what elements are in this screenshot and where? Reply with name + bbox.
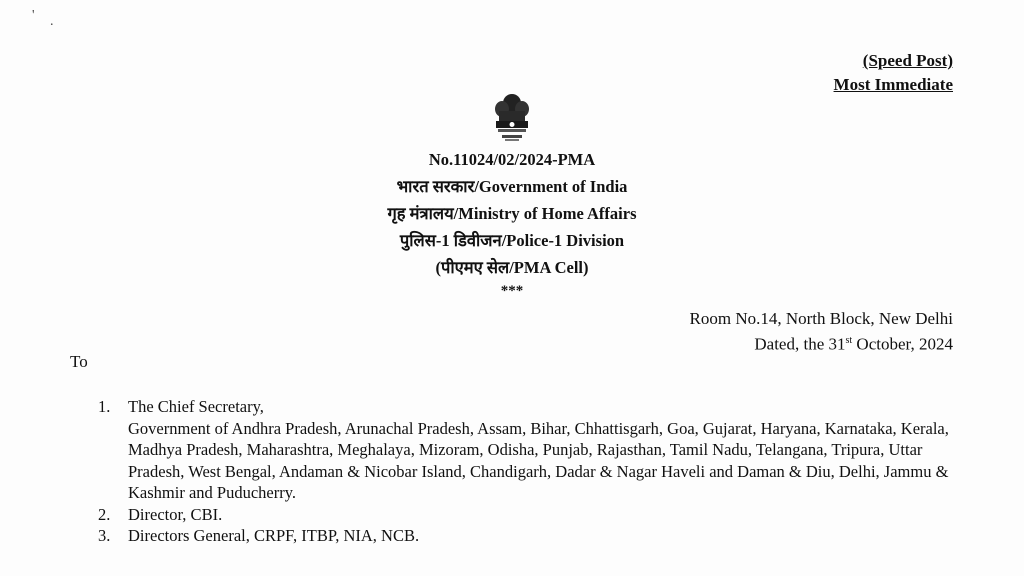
government-line: भारत सरकार/Government of India [396, 177, 628, 196]
list-number: 3. [98, 526, 111, 545]
list-item [98, 504, 958, 526]
office-block [332, 146, 692, 281]
addressee-list [98, 396, 958, 547]
date-line: Dated, the 31st October, 2024 [754, 334, 953, 354]
list-number: 2. [98, 504, 111, 524]
addressee-detail: Government of Andhra Pradesh, Arunachal Pradesh, Assam, Bihar, Chhattisgarh, Goa, Gujarat, Haryana, Karnataka, Kerala, Madhya Pradesh, Maharashtra, Meghalaya, Mizoram, Odisha, Punjab, Rajasthan, Tamil Nadu, Telangana, Tripura, Uttar Pradesh, West Bengal, Andaman & Nicobar Island, Chandigarh, Dadar & Nagar Haveli and Daman & Diu, Delhi, Jammu & Kashmir and Puducherry. [128, 418, 949, 502]
place-date-block [690, 308, 953, 356]
scan-speck: ' [32, 8, 35, 23]
addressee-title: Directors General, CRPF, ITBP, NIA, NCB. [128, 526, 420, 545]
office-address: Room No.14, North Block, New Delhi [689, 309, 953, 328]
ashoka-emblem-icon [490, 93, 534, 143]
speed-post-label: (Speed Post) [862, 51, 953, 70]
addressee-title: Director, CBI. [128, 504, 223, 524]
scan-speck: . [50, 14, 54, 29]
division-line: पुलिस-1 डिवीजन/Police-1 Division [399, 231, 625, 250]
priority-header [834, 49, 953, 97]
to-label: To [70, 352, 88, 371]
addressee-title: The Chief Secretary, [128, 397, 264, 416]
list-item [98, 396, 958, 504]
file-number: No.11024/02/2024-PMA [428, 150, 596, 169]
list-number: 1. [98, 397, 111, 416]
most-immediate-label: Most Immediate [833, 75, 953, 94]
list-item [98, 525, 958, 547]
ministry-line: गृह मंत्रालय/Ministry of Home Affairs [387, 204, 637, 223]
separator-stars: *** [500, 283, 524, 299]
cell-line: (पीएमए सेल/PMA Cell) [435, 258, 589, 277]
